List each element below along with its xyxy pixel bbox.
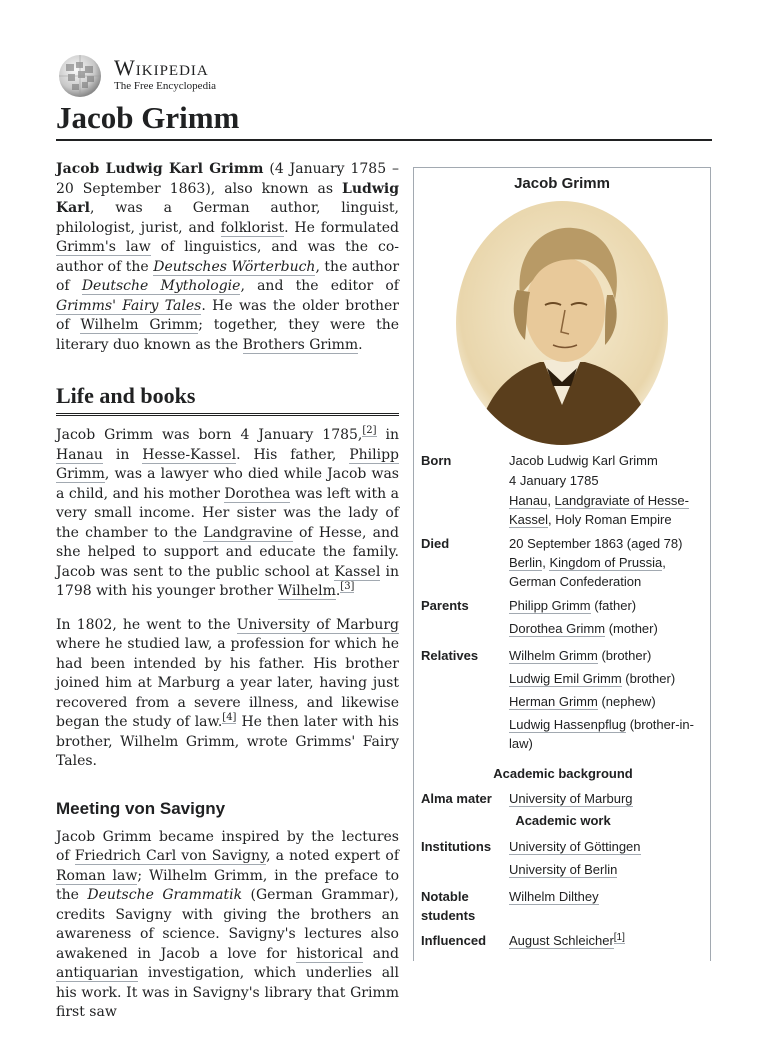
wiki-link[interactable]: Landgraviate of Hesse-Kassel <box>509 493 689 527</box>
wiki-link[interactable]: Ludwig Emil Grimm <box>509 671 622 686</box>
wiki-link[interactable]: Wilhelm Grimm <box>509 648 598 663</box>
died-place: Berlin, Kingdom of Prussia, <box>509 555 666 570</box>
italic-text: Deutsche Grammatik <box>87 887 243 903</box>
wordmark-title: Wikipedia <box>114 55 209 80</box>
relative-item: Ludwig Hassenpflug (brother-in-law) <box>509 717 694 751</box>
wiki-link[interactable]: Wilhelm Grimm <box>80 317 199 333</box>
wiki-link[interactable]: Berlin <box>509 555 543 570</box>
academic-background-header: Academic background <box>493 766 633 781</box>
citation-link[interactable]: [4] <box>222 712 237 724</box>
infobox <box>413 167 711 961</box>
bold-text: Ludwig Karl <box>56 180 399 216</box>
wiki-link[interactable]: Grimm's law <box>56 239 151 255</box>
citation[interactable] <box>222 712 236 724</box>
relatives-label: Relatives <box>421 648 479 663</box>
wiki-link[interactable]: Herman Grimm <box>509 694 598 709</box>
wiki-link[interactable]: Friedrich Carl von Savigny <box>74 848 267 864</box>
students-value <box>509 887 705 906</box>
wiki-link[interactable]: Brothers Grimm <box>242 336 359 353</box>
page-title: Jacob Grimm <box>56 100 712 141</box>
portrait-image[interactable] <box>455 200 669 446</box>
wikipedia-globe-icon[interactable] <box>56 54 104 98</box>
wiki-link[interactable]: Hanau <box>56 446 103 463</box>
born-date: 4 January 1785 <box>509 473 599 488</box>
wiki-link[interactable]: Kingdom of Prussia <box>549 555 663 570</box>
wiki-link[interactable]: August Schleicher <box>509 933 614 948</box>
wiki-link[interactable]: Landgravine <box>203 524 293 541</box>
wiki-link[interactable]: historical <box>296 945 363 962</box>
relative-item: Wilhelm Grimm (brother) <box>509 648 652 663</box>
wiki-link[interactable]: antiquarian <box>56 965 139 981</box>
student-link[interactable]: Wilhelm Dilthey <box>509 889 599 904</box>
wiki-link[interactable]: Roman law <box>56 867 138 884</box>
institution-link[interactable]: University of Göttingen <box>509 839 641 854</box>
citation-link[interactable]: [1] <box>613 931 625 943</box>
alma-mater-label: Alma mater <box>421 791 492 806</box>
institutions-value <box>509 837 705 883</box>
wiki-link[interactable]: folklorist <box>220 219 285 236</box>
intro-paragraph: Jacob Ludwig Karl Grimm (4 January 1785 – 20 September 1863), also known as Ludwig Karl, was a German author, linguist, philologist, jurist, and folklorist. He formulated Grimm's law of linguistics, and was the co-author of the Deutsches Wörterbuch, the author of Deutsche Mythologie, and the editor of Grimms' Fairy Tales. He was the older brother of Wilhelm Grimm; together, they were the literary duo known as the Brothers Grimm. <box>56 161 400 353</box>
wiki-link[interactable]: Hesse-Kassel <box>142 446 237 463</box>
citation-link[interactable]: [3] <box>340 581 355 593</box>
life-paragraph-2: In 1802, he went to the University of Marburg where he studied law, a profession for which he had been intended by his father. His brother joined him at Marburg a year later, having just recovered from a severe illness, and likewise began the study of law.[4] He then later with his brother, Wilhelm Grimm, wrote Grimms' Fairy Tales. <box>56 616 399 769</box>
wiki-link[interactable]: Grimms' Fairy Tales <box>56 297 202 314</box>
citation[interactable] <box>340 581 354 593</box>
influenced-value <box>509 931 705 950</box>
alma-mater-link[interactable]: University of Marburg <box>509 791 633 806</box>
wordmark[interactable] <box>114 56 216 92</box>
institutions-label: Institutions <box>421 839 492 854</box>
died-country: German Confederation <box>509 574 642 589</box>
wiki-link[interactable]: Wilhelm <box>277 583 336 599</box>
site-header <box>56 54 712 100</box>
wiki-link[interactable]: Dorothea Grimm <box>509 621 606 636</box>
infobox-title: Jacob Grimm <box>514 175 610 192</box>
section-heading-savigny: Meeting von Savigny <box>56 798 226 818</box>
article-body <box>56 160 399 1037</box>
influenced-label: Influenced <box>421 933 487 948</box>
died-value <box>509 534 705 595</box>
died-date: 20 September 1863 (aged 78) <box>509 536 683 551</box>
parent-item: Dorothea Grimm (mother) <box>509 621 658 636</box>
academic-work-header: Academic work <box>515 813 611 828</box>
citation[interactable] <box>614 932 625 944</box>
citation-link[interactable]: [2] <box>362 425 377 437</box>
born-name: Jacob Ludwig Karl Grimm <box>509 453 658 468</box>
wiki-link[interactable]: Kassel <box>334 563 381 580</box>
born-value <box>509 451 705 533</box>
relative-item: Ludwig Emil Grimm (brother) <box>509 671 676 686</box>
wordmark-tagline: The Free Encyclopedia <box>114 80 217 92</box>
born-label: Born <box>421 453 452 468</box>
wiki-link[interactable]: Philipp Grimm <box>509 598 591 613</box>
parents-value <box>509 596 705 642</box>
wiki-link[interactable]: University of Marburg <box>236 616 399 633</box>
born-place: Hanau, Landgraviate of Hesse-Kassel, Holy Roman Empire <box>509 493 689 527</box>
wiki-link[interactable]: Hanau <box>509 493 548 508</box>
institution-link[interactable]: University of Berlin <box>509 862 618 877</box>
savigny-paragraph: Jacob Grimm became inspired by the lectures of Friedrich Carl von Savigny, a noted expert of Roman law; Wilhelm Grimm, in the preface to the Deutsche Grammatik (German Grammar), credits Savigny with giving the brothers an awareness of science. Savigny's lectures also awakened in Jacob a love for historical and antiquarian investigation, which underlies all his work. It was in Savigny's library that Grimm first saw <box>56 828 400 1020</box>
parent-item: Philipp Grimm (father) <box>509 598 637 613</box>
relative-item: Herman Grimm (nephew) <box>509 694 656 709</box>
wiki-link[interactable]: Deutsches Wörterbuch <box>153 258 316 275</box>
wiki-link[interactable]: Philipp Grimm <box>56 446 400 482</box>
students-label: Notable students <box>421 889 476 923</box>
section-heading-life: Life and books <box>56 383 399 416</box>
wiki-link[interactable]: Ludwig Hassenpflug <box>509 717 627 732</box>
died-label: Died <box>421 536 450 551</box>
relatives-value <box>509 646 705 757</box>
page <box>56 54 712 1020</box>
wiki-link[interactable]: Deutsche Mythologie <box>81 278 241 294</box>
parents-label: Parents <box>421 598 469 613</box>
citation[interactable] <box>362 425 376 437</box>
life-paragraph-1: Jacob Grimm was born 4 January 1785,[2] in Hanau in Hesse-Kassel. His father, Philipp Grimm, was a lawyer who died while Jacob was a child, and his mother Dorothea was left with a very small income. Her sister was the lady of the chamber to the Landgravine of Hesse, and she helped to support and educate the family. Jacob was sent to the public school at Kassel in 1798 with his younger brother Wilhelm.[3] <box>56 425 400 599</box>
bold-text: Jacob Ludwig Karl Grimm <box>56 161 264 177</box>
alma-mater-value <box>509 789 705 808</box>
wiki-link[interactable]: Dorothea <box>224 485 291 502</box>
